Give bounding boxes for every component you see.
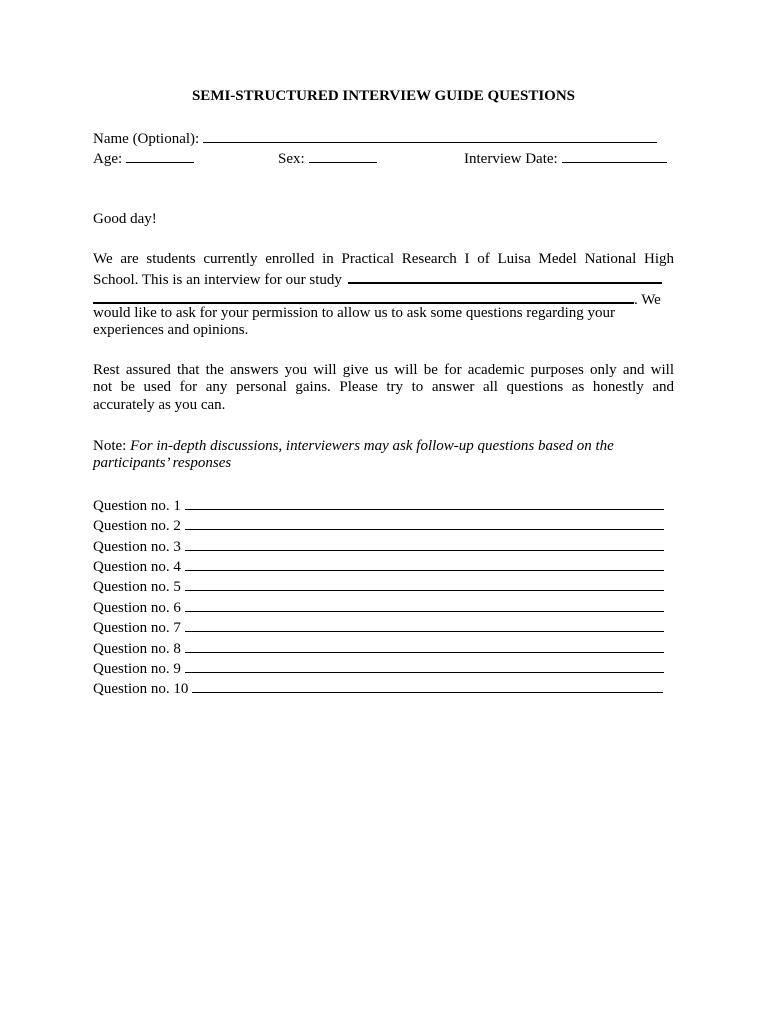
assurance-line-1: Rest assured that the answers you will give us will be for academic purposes only and will (93, 362, 674, 378)
assurance-line-2: not be used for any personal gains. Please try to answer all questions as honestly and (93, 379, 674, 395)
intro-line-2-text: School. This is an interview for our study (93, 272, 342, 288)
age-blank[interactable] (126, 148, 194, 163)
question-row-2 (93, 515, 674, 533)
question-answer-blank[interactable] (185, 536, 664, 551)
interview-date-blank[interactable] (562, 148, 667, 163)
question-label: Question no. 6 (93, 600, 181, 616)
sex-field (278, 148, 377, 168)
intro-line-4: would like to ask for your permission to allow us to ask some questions regarding your (93, 305, 616, 321)
intro-line-2 (93, 268, 674, 289)
question-label: Question no. 3 (93, 539, 181, 555)
note-label: Note: (93, 438, 127, 454)
question-row-10 (93, 678, 674, 696)
question-label: Question no. 8 (93, 641, 181, 657)
age-sex-date-row (93, 148, 674, 166)
study-title-blank-2[interactable] (93, 288, 634, 304)
sex-label: Sex: (278, 151, 305, 167)
sex-blank[interactable] (309, 148, 377, 163)
question-row-5 (93, 576, 674, 594)
question-answer-blank[interactable] (185, 638, 664, 653)
question-label: Question no. 10 (93, 681, 189, 697)
question-label: Question no. 9 (93, 661, 181, 677)
question-answer-blank[interactable] (185, 556, 664, 571)
document-title: SEMI-STRUCTURED INTERVIEW GUIDE QUESTIONS (191, 88, 576, 104)
name-blank[interactable] (203, 128, 657, 143)
question-answer-blank[interactable] (192, 678, 663, 693)
intro-line-5: experiences and opinions. (93, 322, 249, 338)
note-line-2: participants’ responses (93, 455, 232, 471)
study-title-blank-1[interactable] (348, 268, 662, 284)
question-label: Question no. 7 (93, 620, 181, 636)
question-answer-blank[interactable] (185, 597, 664, 612)
question-label: Question no. 2 (93, 518, 181, 534)
question-row-4 (93, 556, 674, 574)
question-answer-blank[interactable] (185, 495, 664, 510)
note-line-1 (93, 437, 614, 455)
name-label: Name (Optional): (93, 131, 200, 147)
name-field (93, 128, 657, 148)
question-row-9 (93, 658, 674, 676)
question-row-1 (93, 495, 674, 513)
age-label: Age: (93, 151, 123, 167)
interview-date-label: Interview Date: (464, 151, 558, 167)
intro-line-1: We are students currently enrolled in Practical Research I of Luisa Medel National High (93, 251, 674, 267)
question-answer-blank[interactable] (185, 515, 664, 530)
question-row-8 (93, 638, 674, 656)
greeting: Good day! (93, 211, 157, 227)
question-answer-blank[interactable] (185, 658, 664, 673)
question-row-7 (93, 617, 674, 635)
question-row-3 (93, 536, 674, 554)
question-answer-blank[interactable] (185, 617, 664, 632)
question-row-6 (93, 597, 674, 615)
question-label: Question no. 5 (93, 579, 181, 595)
interview-date-field (464, 148, 667, 168)
question-label: Question no. 1 (93, 498, 181, 514)
intro-line-3-suffix: . We (634, 292, 661, 308)
age-field (93, 148, 194, 168)
name-row (93, 128, 674, 146)
question-label: Question no. 4 (93, 559, 181, 575)
note-text-1: For in-depth discussions, interviewers may ask follow-up questions based on the (130, 438, 614, 454)
assurance-line-3: accurately as you can. (93, 397, 226, 413)
question-answer-blank[interactable] (185, 576, 664, 591)
